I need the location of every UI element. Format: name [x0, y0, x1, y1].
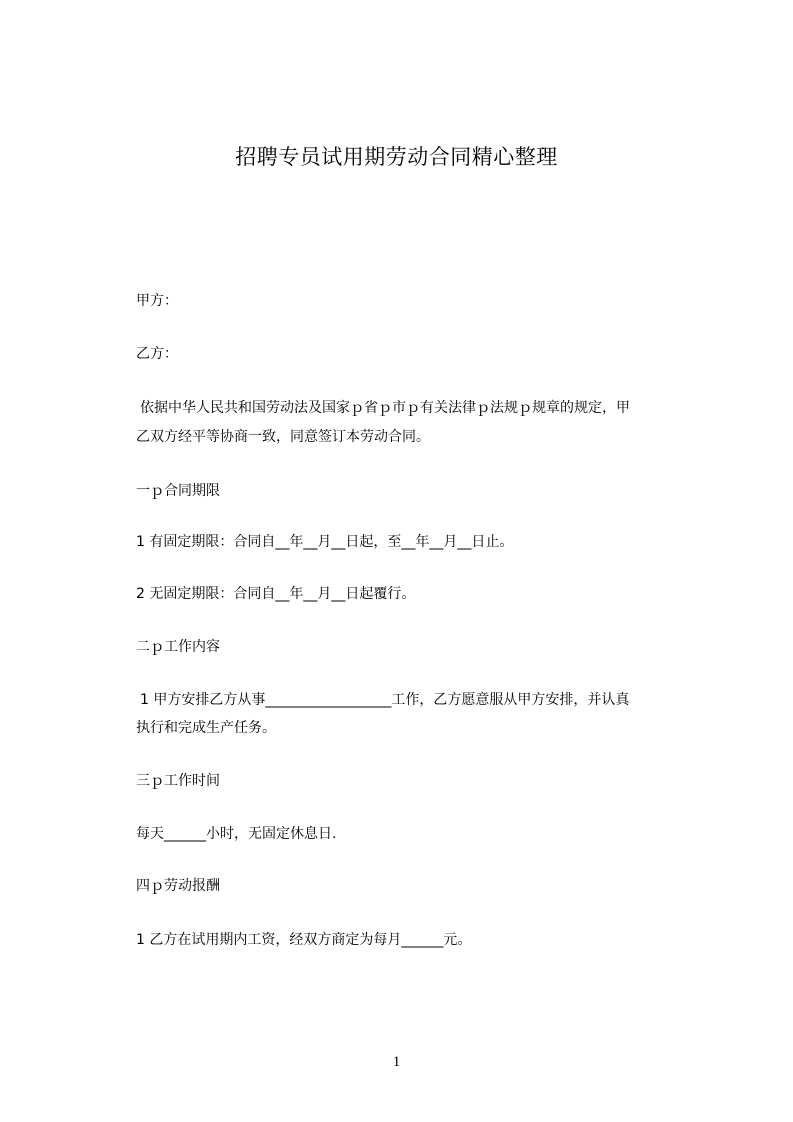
preamble-line-1: 依据中华人民共和国劳动法及国家ｐ省ｐ市ｐ有关法律ｐ法规ｐ规章的规定，甲 — [140, 400, 630, 416]
section-3-heading: 三ｐ工作时间 — [136, 773, 220, 789]
section-2-heading: 二ｐ工作内容 — [136, 639, 220, 655]
section-1-item-1: 1 有固定期限：合同自__年__月__日起，至__年__月__日止。 — [136, 534, 514, 550]
preamble-line-2: 乙双方经平等协商一致，同意签订本劳动合同。 — [136, 429, 430, 445]
party-a-label: 甲方： — [136, 293, 178, 309]
page-number: 1 — [392, 1054, 401, 1070]
section-1-item-2: 2 无固定期限：合同自__年__月__日起覆行。 — [136, 586, 416, 602]
section-4-item-1: 1 乙方在试用期内工资，经双方商定为每月______元。 — [136, 932, 472, 948]
section-1-heading: 一ｐ合同期限 — [136, 483, 220, 499]
document-title: 招聘专员试用期劳动合同精心整理 — [235, 145, 558, 169]
section-4-heading: 四ｐ劳动报酬 — [136, 878, 220, 894]
party-b-label: 乙方： — [136, 346, 178, 362]
section-3-text: 每天______小时，无固定休息日. — [136, 826, 337, 842]
section-2-item-1-line-1: 1 甲方安排乙方从事__________________工作，乙方愿意服从甲方安排，并认真 — [140, 692, 630, 708]
section-2-item-1-line-2: 执行和完成生产任务。 — [136, 720, 276, 736]
